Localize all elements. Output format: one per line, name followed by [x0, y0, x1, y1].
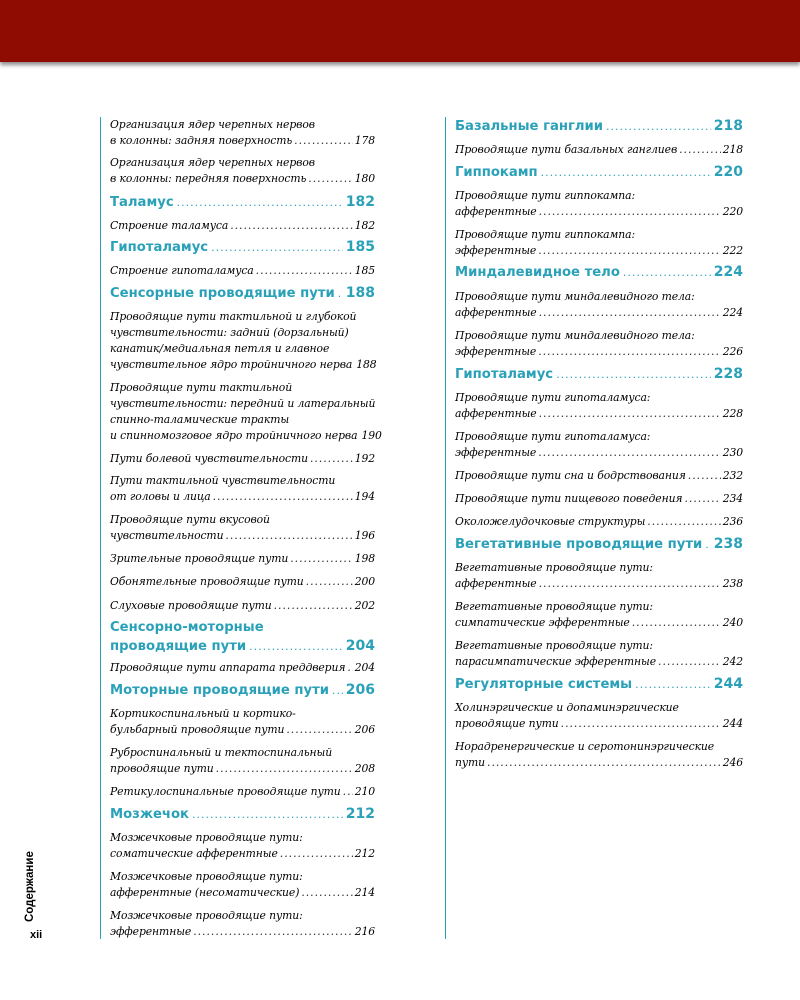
toc-entry-last-line — [455, 615, 743, 631]
dot-leader — [538, 344, 721, 360]
toc-entry[interactable] — [110, 745, 375, 777]
toc-entry-title: Базальные ганглии — [455, 119, 604, 134]
toc-entry-last-line — [110, 551, 375, 567]
toc-entry-title: Околожелудочковые структуры — [455, 515, 646, 528]
toc-entry[interactable] — [110, 451, 375, 467]
toc-entry-title: афферентные — [455, 205, 537, 218]
dot-leader — [286, 722, 352, 738]
toc-page-number: 200 — [354, 575, 375, 588]
toc-entry-last-line — [110, 218, 375, 234]
toc-page-number: 216 — [354, 925, 375, 938]
toc-entry-last-line — [110, 660, 375, 676]
toc-entry-text-line: Проводящие пути гипоталамуса: — [455, 391, 651, 404]
toc-entry[interactable] — [110, 660, 375, 676]
toc-entry-last-line — [110, 885, 375, 901]
toc-page-number: 242 — [722, 655, 743, 668]
toc-entry[interactable] — [110, 830, 375, 862]
toc-entry-last-line — [455, 204, 743, 220]
toc-entry-text-line: Организация ядер черепных нервов — [110, 118, 315, 131]
toc-entry-title: проводящие пути — [110, 639, 247, 654]
toc-page-number: 220 — [722, 205, 743, 218]
toc-page-number: 206 — [345, 682, 375, 698]
toc-entry-text-line: Мозжечковые проводящие пути: — [110, 831, 303, 844]
dot-leader — [539, 406, 721, 422]
toc-page-number: 185 — [345, 239, 375, 255]
toc-right-column — [445, 117, 743, 939]
toc-entry-text-line: Организация ядер черепных нервов — [110, 156, 315, 169]
toc-entry-last-line — [110, 238, 375, 257]
toc-entry[interactable] — [455, 599, 743, 631]
toc-entry-last-line — [110, 489, 375, 505]
toc-page-number: 238 — [722, 577, 743, 590]
toc-page-number: 224 — [722, 306, 743, 319]
toc-entry-last-line — [110, 171, 375, 187]
toc-section-heading[interactable] — [110, 681, 375, 700]
dot-leader — [213, 489, 353, 505]
toc-entry-last-line — [455, 445, 743, 461]
toc-page-number: 204 — [345, 638, 375, 654]
toc-entry-title: Строение гипоталамуса — [110, 264, 254, 277]
toc-entry-title: эфферентные — [455, 446, 537, 459]
toc-entry-last-line — [455, 117, 743, 136]
toc-page-number: 196 — [354, 529, 375, 542]
toc-section-heading[interactable] — [455, 163, 743, 182]
toc-entry-title: Вегетативные проводящие пути — [455, 537, 703, 552]
toc-entry[interactable] — [110, 218, 375, 234]
toc-entry-title: Проводящие пути сна и бодрствования — [455, 469, 686, 482]
toc-entry-text-line: Вегетативные проводящие пути: — [455, 639, 653, 652]
dot-leader — [606, 118, 711, 136]
toc-page-number: 198 — [354, 552, 375, 565]
toc-entry-title: проводящие пути — [455, 717, 559, 730]
toc-entry-last-line — [455, 344, 743, 360]
toc-entry-last-line — [110, 357, 375, 373]
toc-section-heading[interactable] — [110, 193, 375, 212]
dot-leader — [290, 551, 352, 567]
toc-page-number: 222 — [722, 244, 743, 257]
dot-leader — [487, 755, 721, 771]
toc-entry-text-line: Проводящие пути миндалевидного тела: — [455, 329, 695, 342]
toc-page-number: 236 — [722, 515, 743, 528]
toc-entry-text-line: Проводящие пути гиппокампа: — [455, 228, 636, 241]
toc-entry-text-line: Проводящие пути гипоталамуса: — [455, 430, 651, 443]
toc-entry[interactable] — [110, 155, 375, 187]
toc-section-heading[interactable] — [455, 675, 743, 694]
toc-entry-last-line — [110, 528, 375, 544]
toc-section-heading[interactable] — [110, 619, 375, 656]
toc-entry-text-line: канатик/медиальная петля и главное — [110, 342, 330, 355]
toc-entry-last-line — [110, 284, 375, 303]
toc-page-number: 244 — [713, 676, 743, 692]
dot-leader — [658, 654, 721, 670]
dot-leader — [280, 846, 353, 862]
toc-entry-text-line: Холинэргические и допаминэргические — [455, 701, 679, 714]
dot-leader — [632, 615, 721, 631]
toc-entry[interactable] — [455, 289, 743, 321]
dot-leader — [347, 660, 352, 676]
dot-leader — [310, 451, 353, 467]
toc-entry-text-line: Мозжечковые проводящие пути: — [110, 870, 303, 883]
toc-entry-text-line: чувствительности: задний (дорзальный) — [110, 326, 349, 339]
toc-entry-title: Обонятельные проводящие пути — [110, 575, 304, 588]
toc-entry-last-line — [455, 675, 743, 694]
toc-section-heading[interactable] — [110, 238, 375, 257]
toc-entry-title: Проводящие пути базальных ганглиев — [455, 143, 678, 156]
dot-leader — [635, 676, 711, 694]
dot-leader — [332, 682, 343, 700]
dot-leader — [623, 264, 711, 282]
toc-entry[interactable] — [110, 380, 382, 444]
toc-entry-title: Гипоталамус — [455, 367, 554, 382]
toc-entry-text-line: Проводящие пути тактильной и глубокой — [110, 310, 357, 323]
toc-entry-title: эфферентные — [455, 244, 537, 257]
toc-entry-text-line: спинно-таламические тракты — [110, 413, 290, 426]
dot-leader — [556, 366, 711, 384]
toc-entry[interactable] — [110, 574, 375, 590]
toc-entry[interactable] — [110, 263, 375, 279]
dot-leader — [679, 142, 721, 158]
dot-leader — [249, 638, 343, 656]
toc-entry[interactable] — [455, 188, 743, 220]
toc-section-heading[interactable] — [110, 805, 375, 824]
dot-leader — [538, 445, 721, 461]
dot-leader — [294, 133, 353, 149]
toc-entry-title: симпатические эфферентные — [455, 616, 630, 629]
toc-entry-last-line — [110, 722, 375, 738]
toc-entry[interactable] — [455, 514, 743, 530]
toc-entry[interactable] — [110, 117, 375, 149]
toc-entry-text-line: Проводящие пути гиппокампа: — [455, 189, 636, 202]
toc-page-number: 188 — [345, 285, 375, 301]
toc-entry-title: эфферентные — [110, 925, 192, 938]
toc-page-number: 232 — [722, 469, 743, 482]
toc-page-number: 224 — [713, 264, 743, 280]
toc-page-number: 194 — [354, 490, 375, 503]
toc-page-number: 218 — [713, 118, 743, 134]
toc-entry-last-line — [110, 263, 375, 279]
toc-page-number: 178 — [354, 134, 375, 147]
dot-leader — [538, 243, 721, 259]
toc-entry-title: Сенсорные проводящие пути — [110, 286, 335, 301]
toc-entry-title: чувствительности — [110, 529, 224, 542]
toc-entry-text-line: чувствительности: передний и латеральный — [110, 397, 376, 410]
toc-entry-title: Гиппокамп — [455, 165, 538, 180]
dot-leader — [684, 491, 720, 507]
toc-entry-last-line — [110, 681, 375, 700]
toc-entry-title: чувствительное ядро тройничного нерва — [110, 358, 353, 371]
toc-entry-title: афферентные — [455, 407, 537, 420]
toc-page-number: 182 — [345, 194, 375, 210]
toc-entry-title: Зрительные проводящие пути — [110, 552, 289, 565]
toc-entry-text-line: Норадренергические и серотонинэргические — [455, 740, 715, 753]
toc-entry-last-line — [455, 163, 743, 182]
toc-entry[interactable] — [110, 908, 375, 940]
toc-entry-last-line — [455, 514, 743, 530]
toc-page-number: 226 — [722, 345, 743, 358]
toc-page-number: 212 — [354, 847, 375, 860]
toc-entry-last-line — [455, 263, 743, 282]
dot-leader — [647, 514, 720, 530]
toc-entry-title: Пути болевой чувствительности — [110, 452, 308, 465]
toc-entry-last-line — [110, 784, 375, 800]
toc-entry-last-line — [110, 428, 382, 444]
toc-page-number: 234 — [722, 492, 743, 505]
toc-entry-title: бульбарный проводящие пути — [110, 723, 285, 736]
toc-entry-last-line — [455, 576, 743, 592]
toc-entry-title: Гипоталамус — [110, 240, 209, 255]
toc-entry[interactable] — [455, 739, 743, 771]
toc-entry-last-line — [455, 142, 743, 158]
toc-page-number: 185 — [354, 264, 375, 277]
toc-page-number: 246 — [722, 756, 743, 769]
toc-entry-title: Миндалевидное тело — [455, 265, 620, 280]
toc-entry-last-line — [455, 755, 743, 771]
toc-page-number: 182 — [354, 219, 375, 232]
toc-entry-title: Моторные проводящие пути — [110, 683, 329, 698]
toc-entry[interactable] — [110, 784, 375, 800]
toc-section-heading[interactable] — [455, 263, 743, 282]
toc-section-heading[interactable] — [455, 117, 743, 136]
toc-entry-last-line — [110, 846, 375, 862]
toc-entry[interactable] — [455, 700, 743, 732]
toc-page-number: 192 — [354, 452, 375, 465]
toc-entry-title: соматические афферентные — [110, 847, 278, 860]
toc-entry-last-line — [110, 193, 375, 212]
toc-entry-text-line: Проводящие пути вкусовой — [110, 513, 270, 526]
toc-entry-title: афферентные (несоматические) — [110, 886, 300, 899]
dot-leader — [539, 576, 721, 592]
toc-entry-last-line — [110, 451, 375, 467]
toc-entry-text-line: Мозжечковые проводящие пути: — [110, 909, 303, 922]
toc-entry-last-line — [110, 924, 375, 940]
dot-leader — [177, 194, 343, 212]
toc-entry[interactable] — [110, 512, 375, 544]
toc-entry[interactable] — [110, 309, 375, 373]
toc-entry[interactable] — [110, 473, 375, 505]
toc-entry-title: Строение таламуса — [110, 219, 229, 232]
dot-leader — [338, 285, 343, 303]
toc-entry-last-line — [455, 535, 743, 554]
toc-page-number: 208 — [354, 762, 375, 775]
dot-leader — [274, 598, 353, 614]
toc-page-number: 220 — [713, 164, 743, 180]
toc-entry[interactable] — [455, 468, 743, 484]
toc-page-number: 204 — [354, 661, 375, 674]
toc-entry[interactable] — [455, 227, 743, 259]
toc-entry[interactable] — [455, 560, 743, 592]
toc-entry-last-line — [455, 406, 743, 422]
toc-entry[interactable] — [455, 638, 743, 670]
toc-entry-title: проводящие пути — [110, 762, 214, 775]
toc-entry-title: Ретикулоспинальные проводящие пути — [110, 785, 341, 798]
toc-section-heading[interactable] — [110, 284, 375, 303]
toc-section-heading[interactable] — [455, 535, 743, 554]
toc-entry-title: эфферентные — [455, 345, 537, 358]
dot-leader — [541, 164, 711, 182]
side-page-number: xii — [30, 929, 43, 941]
dot-leader — [688, 468, 721, 484]
toc-entry-last-line — [110, 598, 375, 614]
toc-entry-title: Проводящие пути пищевого поведения — [455, 492, 683, 505]
dot-leader — [539, 305, 721, 321]
toc-entry-text-line: Проводящие пути миндалевидного тела: — [455, 290, 695, 303]
toc-page-number: 228 — [713, 366, 743, 382]
toc-entry-title: Регуляторные системы — [455, 677, 633, 692]
toc-entry-last-line — [455, 305, 743, 321]
toc-page-number: 218 — [722, 143, 743, 156]
toc-entry[interactable] — [110, 869, 375, 901]
toc-page-number: 212 — [345, 806, 375, 822]
dot-leader — [192, 806, 343, 824]
toc-page-number: 188 — [356, 358, 377, 371]
toc-entry-text-line: Вегетативные проводящие пути: — [455, 600, 653, 613]
toc-entry[interactable] — [455, 491, 743, 507]
toc-entry-last-line — [110, 637, 375, 656]
toc-entry-last-line — [455, 243, 743, 259]
dot-leader — [256, 263, 353, 279]
toc-entry-title: Проводящие пути аппарата преддверия — [110, 661, 346, 674]
dot-leader — [225, 528, 352, 544]
dot-leader — [230, 218, 353, 234]
toc-entry-title: и спинномозговое ядро тройничного нерва — [110, 429, 358, 442]
dot-leader — [306, 574, 353, 590]
toc-entry-title: Мозжечок — [110, 807, 189, 822]
toc-entry-title: от головы и лица — [110, 490, 211, 503]
toc-entry[interactable] — [455, 142, 743, 158]
toc-entry-title: в колонны: передняя поверхность — [110, 172, 307, 185]
toc-entry[interactable] — [110, 551, 375, 567]
toc-entry[interactable] — [455, 390, 743, 422]
toc-page-number: 206 — [354, 723, 375, 736]
side-section-title: Содержание — [24, 851, 36, 922]
toc-entry-title: в колонны: задняя поверхность — [110, 134, 293, 147]
toc-page-number: 210 — [354, 785, 375, 798]
toc-entry-text-line: Кортикоспинальный и кортико- — [110, 707, 296, 720]
toc-entry-text-line: Сенсорно-моторные — [110, 620, 264, 635]
dot-leader — [193, 924, 353, 940]
toc-page-number: 244 — [722, 717, 743, 730]
dot-leader — [301, 885, 352, 901]
toc-entry-last-line — [110, 133, 375, 149]
toc-entry[interactable] — [110, 706, 375, 738]
toc-page-number: 238 — [713, 536, 743, 552]
toc-entry[interactable] — [455, 328, 743, 360]
toc-section-heading[interactable] — [455, 365, 743, 384]
toc-entry-title: пути — [455, 756, 486, 769]
toc-entry-text-line: Руброспинальный и тектоспинальный — [110, 746, 333, 759]
dot-leader — [539, 204, 721, 220]
toc-entry-title: Слуховые проводящие пути — [110, 599, 272, 612]
dot-leader — [705, 536, 711, 554]
toc-entry-title: афферентные — [455, 577, 537, 590]
toc-entry-last-line — [110, 805, 375, 824]
toc-page-number: 180 — [354, 172, 375, 185]
toc-entry-last-line — [455, 716, 743, 732]
dot-leader — [343, 784, 353, 800]
toc-entry-last-line — [455, 468, 743, 484]
toc-page-number: 202 — [354, 599, 375, 612]
toc-entry-title: афферентные — [455, 306, 537, 319]
toc-entry[interactable] — [110, 598, 375, 614]
toc-entry[interactable] — [455, 429, 743, 461]
dot-leader — [308, 171, 352, 187]
toc-entry-last-line — [455, 654, 743, 670]
header-bar — [0, 0, 800, 62]
toc-entry-last-line — [455, 365, 743, 384]
toc-entry-title: парасимпатические эфферентные — [455, 655, 657, 668]
toc-entry-text-line: Вегетативные проводящие пути: — [455, 561, 653, 574]
toc-left-column — [100, 117, 382, 939]
toc-page-number: 228 — [722, 407, 743, 420]
toc-page-number: 240 — [722, 616, 743, 629]
toc-entry-title: Таламус — [110, 195, 174, 210]
toc-page-number: 214 — [354, 886, 375, 899]
dot-leader — [211, 239, 343, 257]
toc-entry-text-line: Проводящие пути тактильной — [110, 381, 293, 394]
toc-page-number: 230 — [722, 446, 743, 459]
dot-leader — [561, 716, 721, 732]
toc-entry-last-line — [455, 491, 743, 507]
toc-entry-last-line — [110, 761, 375, 777]
toc-page-number: 190 — [361, 429, 382, 442]
dot-leader — [216, 761, 353, 777]
toc-entry-last-line — [110, 574, 375, 590]
toc-entry-text-line: Пути тактильной чувствительности — [110, 474, 336, 487]
